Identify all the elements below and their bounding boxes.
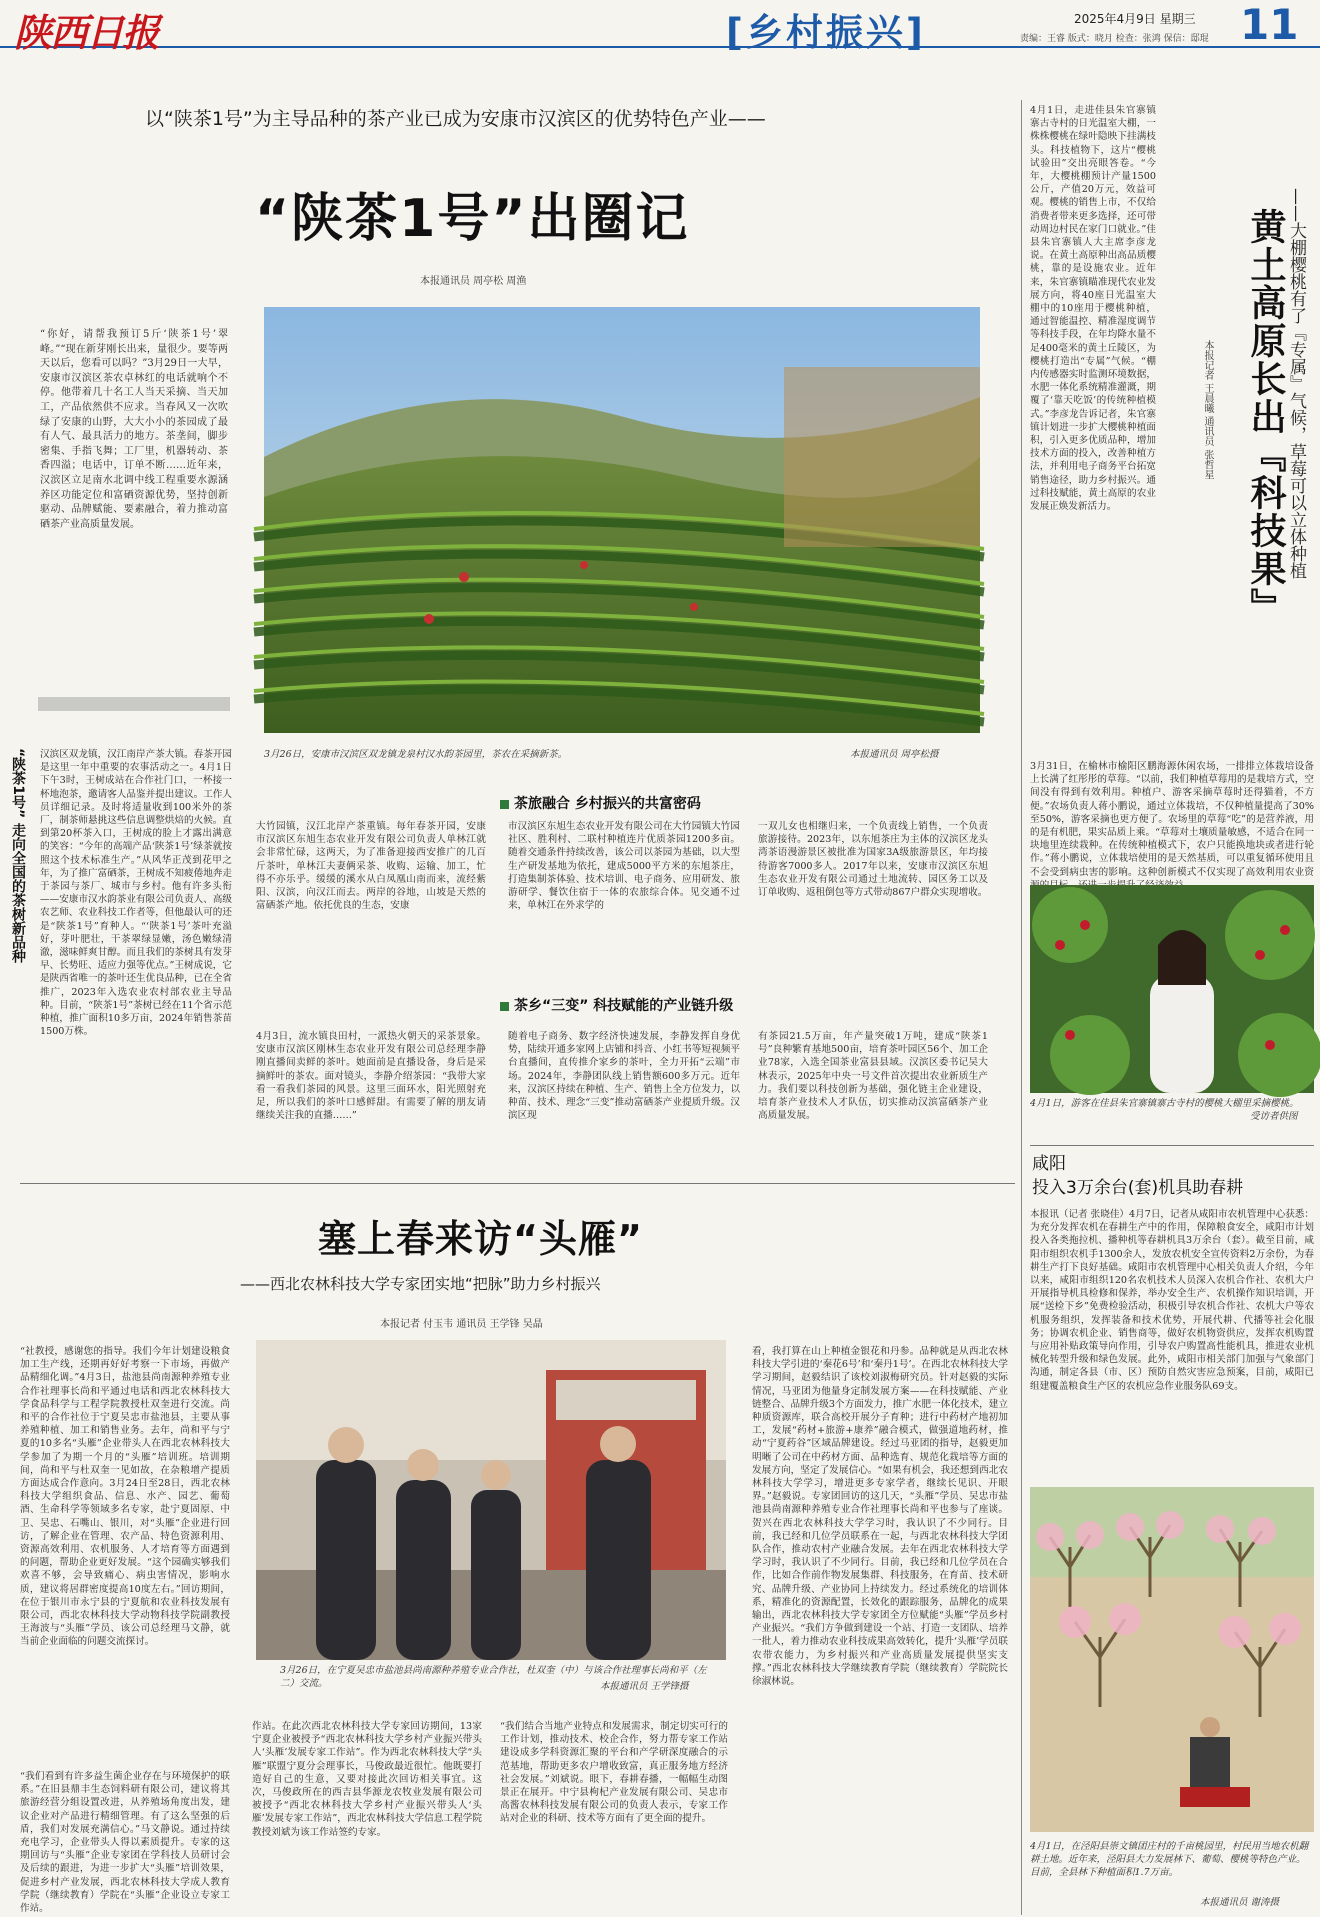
column-label: “陕茶1号” 走向全国的茶树新品种	[10, 748, 26, 964]
section-title: [乡村振兴]	[726, 11, 926, 54]
masthead	[0, 0, 1320, 55]
newspaper-logo: 陕西日报	[14, 10, 159, 55]
peach-photo-caption: 4月1日，在泾阳县崇文镇团庄村的千亩桃园里，村民用当地农机翻耕土地。近年来，泾阳县大力发展林下、葡萄、樱桃等特色产业。目前，全县林下种植面积1.7万亩。	[1030, 1841, 1309, 1878]
cherry-byline: 本报记者 王晨曦 通讯员 张哲星	[1202, 340, 1213, 480]
tea-sub2-col1: 4月3日，流水镇良田村，一派热火朝天的采茶景象。安康市汉滨区刚林生态农业开发有限公司总经理李静刚直播间卖鲜的茶叶。她面前是直播设备，身后是采摘鲜叶的茶农。面对镜头，李静介绍茶园：“我带大家看一看我们茶园的风景。这里三面环水，阳光照射充足，所以我们的茶叶口感鲜甜。有需要了解的朋友请继续关注我的直播……”	[256, 1031, 486, 1122]
editor-credits: 责编：王睿 版式：晓月 检查：张鸿 保信：邸琨	[1020, 34, 1209, 44]
article-intro: “你好，请帮我预订5斤‘陕茶1号’翠峰。”“现在新芽刚长出来，量很少。要等两天以后，您看可以吗？”3月29日一大早，安康市汉滨区茶农卓林红的电话就响个不停。他带着几十名工人当天采摘、当天加工，产品依然供不应求。当春风又一次吹绿了安康的山野，大大小小的茶园成了最有人气、最具活力的地方。茶垄间，脚步密集、手指飞舞；工厂里，机器转动、茶香四溢；电话中，订单不断……近年来，汉滨区立足南水北调中线工程重要水源涵养区功能定位和富硒资源优势，坚持创新驱动、品牌赋能、要素融合，着力推动富硒茶产业高质量发展。	[40, 329, 228, 530]
intro-rule	[38, 697, 230, 711]
page-number: 11	[1240, 0, 1299, 49]
tea-sub2-col2: 随着电子商务、数字经济快速发展，李静发挥自身优势，陆续开通多家网上店铺和抖音、小红书等短视频平台直播间，直传推介家乡的茶叶，全力开拓“云端”市场。2024年，李静团队线上销售额600多万元。近年来，汉滨区持续在种植、生产、销售上全方位发力，以种苗、技术、理念“三变”推动富硒茶产业提质升级。汉滨区现	[508, 1031, 740, 1122]
strawberry-article-body: 3月31日，在榆林市榆阳区鹏海源休闲农场，一排排立体栽培设备上长满了红彤彤的草莓。“以前，我们种植草莓用的是栽培方式，空间没有得到有效利用。种植户、游客采摘草莓时还得猫着，不方便。”农场负责人蒋小鹏说，通过立体栽培，不仅种植量提高了30%至50%，游客采摘也更方便了。农场里的草莓“吃”的是营养液，用的是有机肥，果实品质上乘。“草莓对土壤质量敏感，不适合在同一块地里连续栽种。在传统种植模式下，农户只能换地块或者进行轮作。”蒋小鹏说，立体栽培使用的是天然基质，可以重复循环使用且不会受到病虫害的影响。这种创新模式不仅实现了高效利用农业资	[1030, 761, 1314, 878]
experts-photo-caption: 3月26日，在宁夏吴忠市盐池县尚南源种养殖专业合作社，杜双奎（中）与该合作社理事长尚和平（左二）交流。	[280, 1665, 707, 1689]
frontier-headline: 塞上春来访“头雁”	[318, 1217, 643, 1261]
frontier-byline: 本报记者 付玉韦 通讯员 王学锋 吴晶	[380, 1319, 543, 1330]
frontier-column-2b: “我们结合当地产业特点和发展需求，制定切实可行的工作计划，推动技术、校企合作，努力帮专家工作站建设成多学科资源汇聚的平台和产学研深度融合的示范基地，帮助更多农户增收致富，真正服务地方经济社会发展。”刘斌说。眼下，春耕春播，一幅幅生动图景正在展开。中宁县枸杞产业发展有限公司、吴忠市高酱农林科技发展有限公司的负责人表示，专家工作站对企业的科研、技术等方面有了更全面的提升。	[500, 1721, 728, 1825]
peach-orchard-photo	[1030, 1487, 1314, 1832]
tea-photo-caption: 3月26日，安康市汉滨区双龙镇龙泉村汉水韵茶园里，茶农在采摘新茶。	[264, 749, 568, 760]
issue-date: 2025年4月9日 星期三	[1074, 12, 1196, 26]
subhead-marker-icon	[500, 800, 509, 809]
cherry-picking-photo	[1030, 885, 1314, 1093]
section-divider	[20, 1183, 1015, 1184]
cherry-subtitle: ——大棚樱桃有了『专属』气候，草莓可以立体种植	[1286, 188, 1306, 579]
column-divider	[1021, 100, 1022, 1915]
article-kicker: 以“陕茶1号”为主导品种的茶产业已成为安康市汉滨区的优势特色产业——	[145, 108, 766, 130]
peach-photo-credit: 本报通讯员 谢涛摄	[1200, 1897, 1280, 1908]
frontier-subtitle: ——西北农林科技大学专家团实地“把脉”助力乡村振兴	[240, 1275, 601, 1293]
subhead-marker-icon	[500, 1002, 509, 1011]
cherry-photo-credit: 受访者供图	[1250, 1111, 1298, 1122]
frontier-column-1: “社教授，感谢您的指导。我们今年计划建设粮食加工生产线，还期再好好考察一下市场，再做产品精细化调。”4月3日，盐池县尚南源种养殖专业合作社理事长尚和平通过电话和西北农林科技大学食品科学与工程学院教授杜双奎进行交流。尚和平的合作社位于宁夏吴忠市盐池县，主要从事养殖种植、加工和销售业务。去年，尚和平与宁夏的10多名“头雁”企业带头人在西北农林科技大学参加了为期一个月的“头雁”培训班。培训期间，尚和平与杜双奎一见如故，在杂粮增产提质方面达成合作意向。3月24日至28日，西北农林科技大学组织食品、信息、水产、园艺、葡萄酒、生命科学等领域多名专家，赴宁夏固原、中卫、吴忠、石嘴山、银川，对“头雁”企业进行回访，了解企业在管理、农产品、特色资源利用、资源高效利用、农机服务、人才培育等方面遇到的问题，帮助企业更好发展。“这个园确实够我们欢喜不够，会导致痛心、病虫害情况，影响水质，建议将居群密度提高10度左右。”回访期间，在位于银川市永宁县的宁夏航和农业科技发展有限公司，西北农林科技大学动物科技学院副教授王海波与“头雁”学员、该公司总经理马文静，就当前企业面临的问题交流探讨。	[20, 1346, 230, 1648]
cherry-article-body: 4月1日，走进佳县朱官寨镇寨古寺村的日光温室大棚，一株株樱桃在绿叶隐映下挂满枝头。科技植物下，这片“樱桃试验田”交出亮眼答卷。“今年，大樱桃棚预计产量1500公斤，产值20万元，效益可观。樱桃的销售上市，不仅给消费者带来更多选择，还可带动周边村民在家门口就业。”佳县朱官寨镇人大主席李彦龙说。在黄土高原种出高品质樱桃，靠的是设施农业。近年来，朱官寨镇瞄准现代农业发展方向，将40座日光温室大棚中的10座用于樱桃种植，通过智能温控、精准湿度调节等科技手段，在年均降水量不足400毫米的黄土丘陵区，为樱桃打造出“专属”气候。“棚内传感器实时监测环境数据，水肥一体化系统精准灌溉，期覆了‘靠天吃饭’的传统种植模式。”李彦龙告诉记者，朱官寨镇计划进一步扩大樱桃种植面积，引入更多优质品种，增加技术方面的投入，改善种植方法，并利用电子商务平台拓宽销售途径，助力乡村振兴。通过科技赋能，黄土高原的农业发展正焕发新活力。	[1030, 105, 1156, 513]
tea-photo-credit: 本报通讯员 周亭松摄	[850, 749, 939, 760]
tea-sub1-col3: 一双儿女也相继归来，一个负责线上销售，一个负责旅游接待。2023年，以东旭茶庄为主体的汉滨区龙头湾茶语漫游景区被批准为国家3A级旅游景区，年均接待游客7000多人。2017年以来，安康市汉滨区东旭生态农业开发有限公司通过土地流转、园区务工以及订单收购、返租倒包等方式带动867户群众实现增收。	[758, 821, 988, 899]
xianyang-article-body: 本报讯（记者 张晓佳）4月7日，记者从咸阳市农机管理中心获悉：为充分发挥农机在春耕生产中的作用，保障粮食安全，咸阳市计划投入各类拖拉机、播种机等春耕机具3万余台（套）。截至目前，咸阳市组织农机手1300余人，发放农机安全宣传资料2万余份，为春耕生产打下良好基础。咸阳市农机管理中心相关负责人介绍，今年以来，咸阳市组织120名农机技术人员深入农机合作社、农机大户开展指导机具检修和保养，举办安全生产、农机操作知识培训，开展“送检下乡”免费检验活动，积极引导农机合作社、农机大户等农机服务组织，发挥装备和技术优势，开展代耕、代播等社会化服务；协调农机企业、销售商等，做好农机物资供应，发挥农机购置与应用补贴政策导向作用，引导农户购置高性能机具，推进农业机械化转型升级和绿色发展。此外，咸阳市相关部门加强与气象部门沟通，制定各县（市、区）预防自然灾害应急预案，目前，咸阳已组建覆盖粮食生产区的农机应急作业服务队69支。	[1030, 1209, 1314, 1392]
cherry-photo-caption: 4月1日，游客在佳县朱官寨镇寨古寺村的樱桃大棚里采摘樱桃。	[1030, 1098, 1299, 1109]
tea-sub1-col1: 大竹园镇，汉江北岸产茶重镇。每年春茶开园，安康市汉滨区东旭生态农业开发有限公司负责人单林江就会非常忙碌，这两天，为了准备迎接西安推广的几百斤茶叶，单林江夫妻俩采茶、收购、运输、加工，忙得不亦乐乎。缓缓的溪水从白凤凰山南而来，流经紫阳、汉滨，向汉江而去。两岸的谷地，山坡是天然的富硒茶产地。依托优良的生态，安康	[256, 821, 486, 912]
tea-column-1: 汉滨区双龙镇，汉江南岸产茶大镇。春茶开园是这里一年中重要的农事活动之一。4月1日下午3时，王树成站在合作社门口，一杯接一杯地泡茶，邀请客人品鉴并提出建议。工作人员详细记录。及时将适量收到100米外的茶厂，制茶师悬挑这些信息调整烘焙的火候。直到第20杯茶入口，王树成的脸上才露出满意的笑容：“今年的高端产品‘陕茶1号’绿茶就按照这个技术标准生产。”从风华正茂到花甲之年，为了推广富硒茶，王树成不知疲倦地奔走于茶园与茶厂、城市与乡村。他有许多头衔——安康市汉水韵茶业有限公司负责人、高级农艺师、农业科技工作者等，但他最认可的还是“陕茶1号”育种人。“‘陕茶1号’茶叶充溢好，芽叶肥壮，干茶翠绿显嫩，汤色嫩绿清澈，滋味鲜爽甘醇。而且我们的茶树具有发芽早、长势旺、适应力强等优点。”王树成说，它是陕西省唯一的茶叶还生优良品种，已在全省推广，2023年入选农业农村部农业主导品种。目前，“陕茶1号”茶树已经在11个省示范种植，推广面积10多万亩，2024年销售茶苗1500万株。	[40, 749, 232, 1038]
tea-subhead-2: 茶乡“三变” 科技赋能的产业链升级	[500, 995, 733, 1015]
tea-subhead-1: 茶旅融合 乡村振兴的共富密码	[500, 793, 701, 813]
frontier-column-1b: “我们看到有许多益生菌企业存在与环境保护的联系。”在旧县鼎丰生态饲料研有限公司，建议将其旅游经营分组设置改进，从养殖场角度出发，建议企业对产品进行精细管理。有了这么坚强的后盾，我们对发展充满信心。”马文静说。通过持续充电学习，企业带头人得以素质提升。专家的这期回访与“头雁”企业专家团在学科技人员研讨会及后续的跟进，为进一步扩大“头雁”培训效果，促进乡村产业发展，西北农林科技大学成人教育学院（继续教育）学院在“头雁”企业设立专家工作站。	[20, 1771, 230, 1915]
xianyang-headline: 咸阳 投入3万余台(套)机具助春耕	[1032, 1154, 1244, 1198]
section-divider	[1030, 1145, 1314, 1146]
tea-sub1-col2: 市汉滨区东旭生态农业开发有限公司在大竹园镇大竹园社区、胜利村、二联村种植连片优质茶园1200多亩。随着交通条件持续改善，该公司以茶园为基础，以大型生产研发基地为依托，建成5000平方米的东旭茶庄，打造集制茶体验、技术培训、电子商务、应用研发、旅游研学、餐饮住宿于一体的农旅综合体。见交通不过来，单林江在外求学的	[508, 821, 740, 912]
article-byline: 本报通讯员 周亭松 周渔	[420, 276, 527, 287]
tea-sub2-col3: 有茶园21.5万亩，年产量突破1万吨，建成“陕茶1号”良种繁育基地500亩，培育茶叶园区56个、加工企业78家，入选全国茶业富县县域。汉滨区委书记吴大林表示，2025年中央一号文件首次提出农业新质生产力。我们要以科技创新为基础，强化链主企业建设，培育茶产业技术人才队伍，切实推动汉滨富硒茶产业高质量发展。	[758, 1031, 988, 1122]
experts-photo-credit: 本报通讯员 王学锋摄	[600, 1681, 689, 1692]
article-headline: “陕茶1号”出圈记	[255, 189, 690, 249]
frontier-column-3: 看，我打算在山上种植金银花和丹参。品种就是从西北农林科技大学引进的‘秦花6号’和‘秦丹1号’。在西北农林科技大学学习期间，赵毅结识了该校刘淑梅研究员。针对赵毅的实际情况，马亚团为他量身定制发展方案——在科技赋能、产业链整合、品牌升级3个方面发力，推广水肥一体化技术，建立种质资源库，联合高校开展分子育种；进行中药材产地初加工，发展“药材+旅游+康养”融合模式，做强道地药材，推动“宁夏药谷”区域品牌建设。经过马亚团的指导，赵毅更加明晰了公司在中药材方面、品种选育、规范化栽培等方面的发展方向，坚定了发展信心。“如果有机会，我还想到西北农林科技大学学习，增进更多专家学者，继续长见识、开眼界。”赵毅说。专家团回访的这几天，“头雁”学员、吴忠市盐池县尚南源种养殖专业合作社理事长尚和平也参与了座谈。贺兴在西北农林科技大学学习时，我认识了不少同行。目前，我已经和几位学员联系在一起，与西北农林科技大学团队合作，推动农村产业融合发展。去年在西北农林科技大学学习时，我认识了不少同行。目前，我已经和几位学员在合作，比如合作前作物发展集群、科技服务，在育苗、技术研究、品牌升级、产业协同上持续发力。经过系统化的培训体系，精准化的资源配置，长效化的跟踪服务，品牌化的成果输出，西北农林科技大学专家团全方位赋能“头雁”学员乡村产业振兴。“我们方争做到建设一个站、打造一支团队、培养一批人，着力推动农业科技成果高效转化，提升‘头雁’学员联农带农能力，为乡村振兴和产业高质量发展提供坚实支撑。”西北农林科技大学继续教育学院（继续教育）学院院长徐淑林说。	[752, 1346, 1008, 1688]
cherry-headline: 黄土高原长出『科技果』	[1245, 208, 1286, 626]
frontier-column-2a: 作站。在此次西北农林科技大学专家回访期间，13家宁夏企业被授予“西北农林科技大学乡村产业振兴带头人‘头雁’发展专家工作站”。作为西北农林科技大学“头雁”联盟宁夏分会理事长，马俊政最近很忙。他既要打造好自己的生意，又要对接此次回访相关事宜。这次，马俊政所在的西吉县华源龙农牧业发展有限公司被授予“西北农林科技大学乡村产业振兴带头人‘头雁’发展专家工作站”，西北农林科技大学信息工程学院教授刘斌为该工作站签约专家。	[252, 1721, 482, 1838]
experts-visit-photo	[256, 1340, 726, 1660]
tea-garden-photo	[264, 307, 980, 733]
